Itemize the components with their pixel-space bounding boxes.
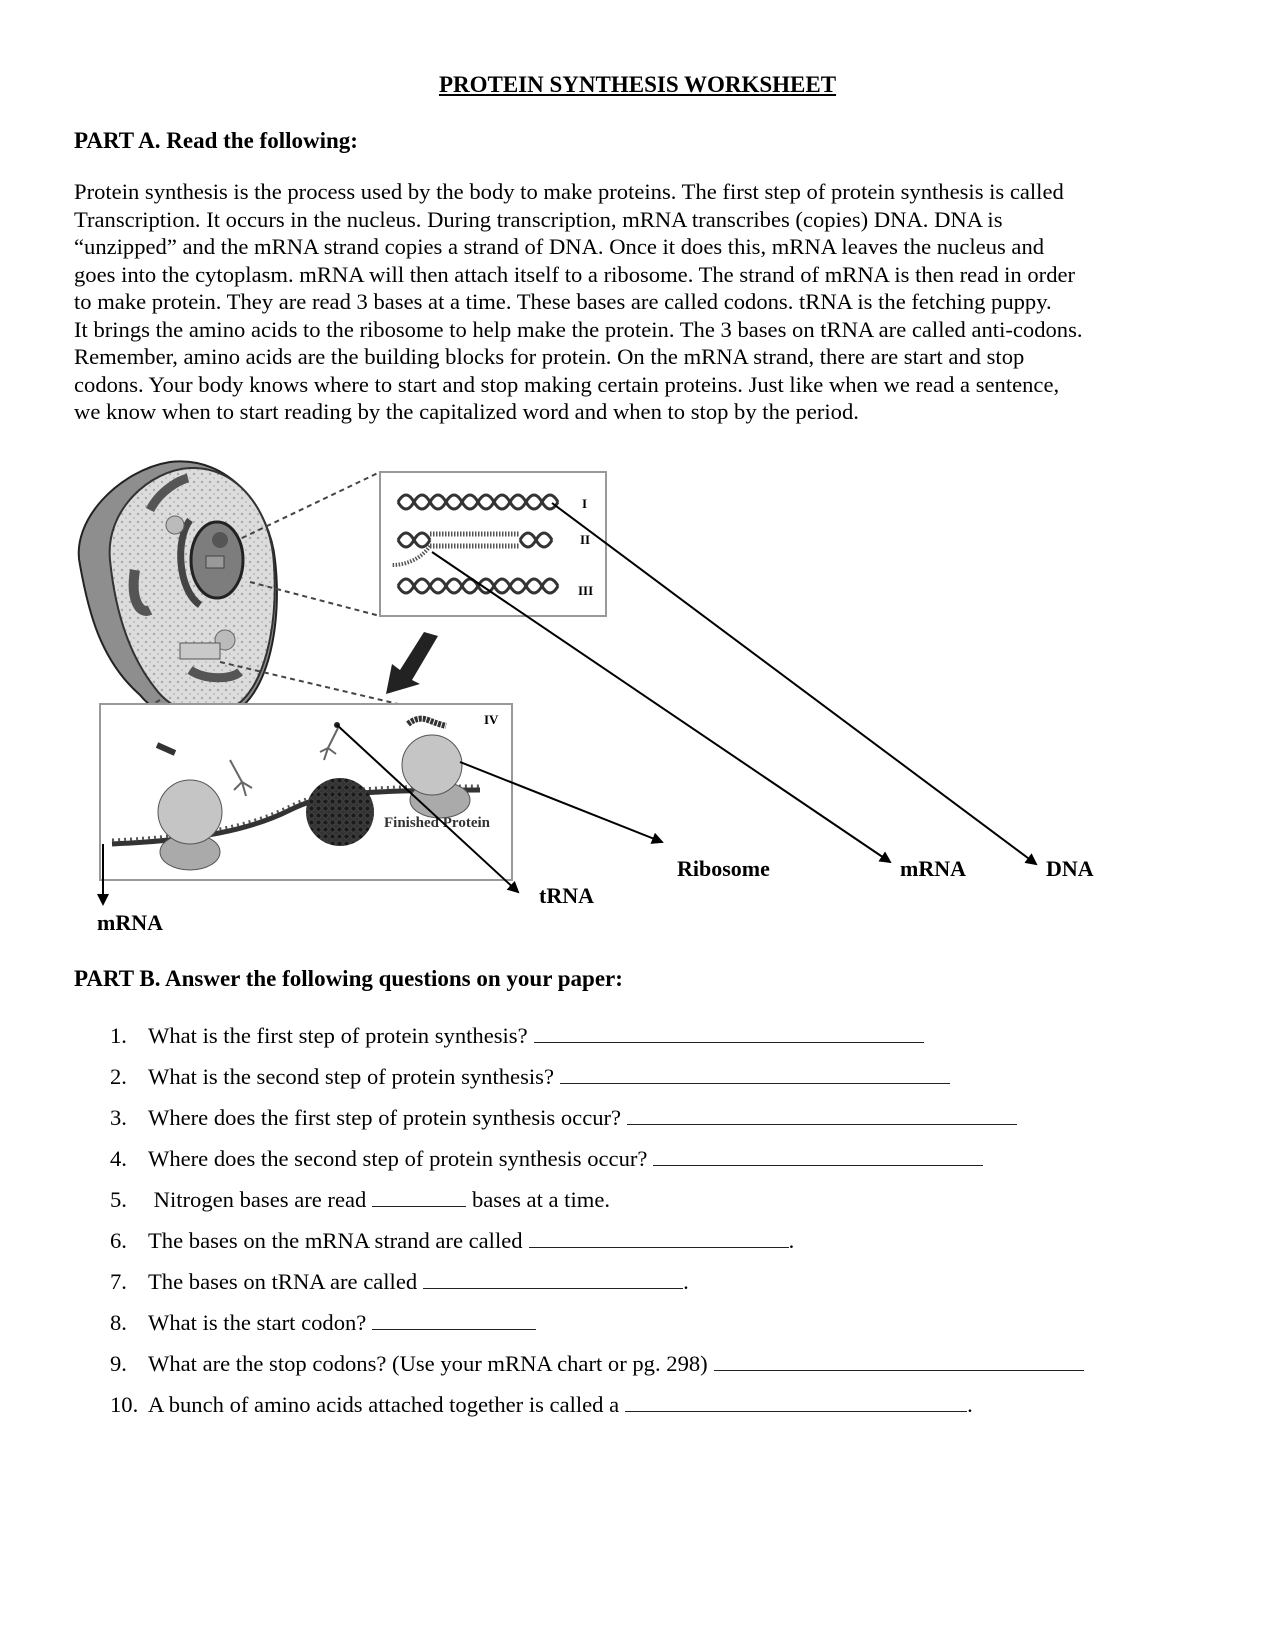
question-5: 5. Nitrogen bases are read bases at a time. [110, 1187, 610, 1212]
intro-line: Protein synthesis is the process used by the body to make proteins. The first step of protein synthesis is called [74, 179, 1064, 204]
part-a-heading: PART A. Read the following: [74, 128, 358, 153]
answer-blank-5[interactable] [372, 1186, 466, 1207]
question-10: 10. A bunch of amino acids attached together is called a . [110, 1392, 973, 1417]
intro-line: goes into the cytoplasm. mRNA will then attach itself to a ribosome. The strand of mRNA is then read in order [74, 261, 1076, 287]
answer-blank-8[interactable] [372, 1309, 536, 1330]
svg-text:II: II [580, 532, 591, 547]
svg-text:Finished Protein: Finished Protein [384, 815, 490, 831]
answer-blank-9[interactable] [714, 1350, 1084, 1371]
question-7: 7. The bases on tRNA are called . [110, 1269, 689, 1294]
answer-blank-1[interactable] [534, 1022, 924, 1043]
question-2: 2. What is the second step of protein synthesis? [110, 1063, 950, 1090]
cell-illustration [79, 461, 277, 721]
intro-line: Transcription. It occurs in the nucleus. During transcription, mRNA transcribes (copies) DNA. DNA is [74, 206, 1003, 232]
question-8: 8. What is the start codon? [110, 1309, 536, 1336]
answer-blank-6[interactable] [529, 1227, 789, 1248]
answer-blank-4[interactable] [653, 1145, 983, 1166]
label-ribosome: Ribosome [677, 856, 770, 881]
question-3: 3. Where does the first step of protein synthesis occur? [110, 1104, 1017, 1131]
answer-blank-3[interactable] [627, 1104, 1017, 1125]
intro-paragraph [74, 178, 1214, 426]
answer-blank-7[interactable] [423, 1268, 683, 1289]
intro-line: to make protein. They are read 3 bases at a time. These bases are called codons. tRNA is the fetching puppy. [74, 289, 1052, 314]
label-mrna-right: mRNA [900, 856, 966, 881]
svg-text:I: I [582, 496, 588, 511]
question-1: 1. What is the first step of protein synthesis? [110, 1022, 924, 1049]
intro-line: we know when to start reading by the capitalized word and when to stop by the period. [74, 399, 859, 424]
label-mrna-left: mRNA [97, 910, 163, 935]
protein-synthesis-diagram [0, 440, 1275, 980]
answer-blank-2[interactable] [560, 1063, 950, 1084]
intro-line: codons. Your body knows where to start and stop making certain proteins. Just like when we read a sentence, [74, 371, 1060, 397]
cell-diagram-graphic [0, 440, 1275, 980]
part-b-heading: PART B. Answer the following questions on your paper: [74, 966, 623, 991]
ribosome-left [158, 780, 222, 870]
answer-blank-10[interactable] [625, 1391, 967, 1412]
svg-text:III: III [578, 583, 594, 598]
question-6: 6. The bases on the mRNA strand are called . [110, 1228, 795, 1253]
label-dna: DNA [1046, 856, 1094, 881]
intro-line: Remember, amino acids are the building blocks for protein. On the mRNA strand, there are start and stop [74, 344, 1025, 369]
intro-line: It brings the amino acids to the ribosome to help make the protein. The 3 bases on tRNA are called anti-codons. [74, 316, 1083, 342]
question-9: 9. What are the stop codons? (Use your mRNA chart or pg. 298) [110, 1350, 1084, 1377]
question-4: 4. Where does the second step of protein synthesis occur? [110, 1145, 983, 1172]
intro-line: “unzipped” and the mRNA strand copies a strand of DNA. Once it does this, mRNA leaves the nucleus and [74, 234, 1045, 259]
worksheet-title: PROTEIN SYNTHESIS WORKSHEET [438, 72, 837, 97]
label-trna: tRNA [539, 883, 594, 908]
svg-text:IV: IV [484, 712, 499, 727]
